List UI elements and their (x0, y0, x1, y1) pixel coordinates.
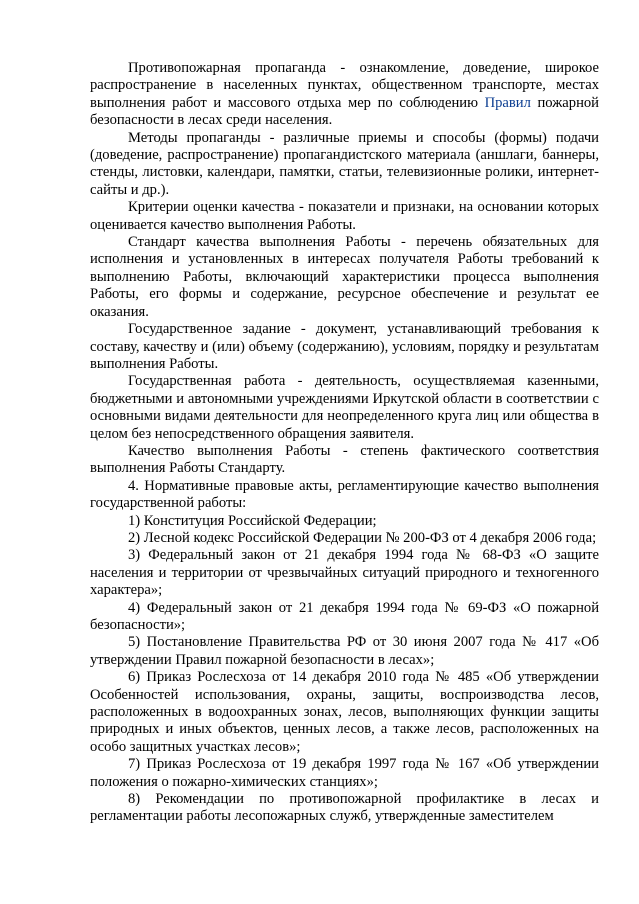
paragraph-state-work: Государственная работа - деятельность, осуществляемая казенными, бюджетными и автономными учреждениями Иркутской области в соответствии с основными видами деятельности для неопределенного круга лиц или общества в целом без непосредственного обращения заявителя. (90, 373, 599, 442)
paragraph-quality: Качество выполнения Работы - степень фактического соответствия выполнения Работы Стандарту. (90, 442, 599, 477)
paragraph-methods: Методы пропаганды - различные приемы и способы (формы) подачи (доведение, распространение) пропагандистского материала (аншлаги, баннеры, стенды, листовки, календари, памятки, статьи, телевизионные ролики, интернет-сайты и др.). (90, 129, 599, 198)
list-item-law-68: 3) Федеральный закон от 21 декабря 1994 года № 68-ФЗ «О защите населения и территории от чрезвычайных ситуаций природного и техногенного характера»; (90, 547, 599, 599)
list-item-recommendations: 8) Рекомендации по противопожарной профилактике в лесах и регламентации работы лесопожарных служб, утвержденные заместителем (90, 791, 599, 825)
list-item-constitution: 1) Конституция Российской Федерации; (128, 512, 377, 529)
list-item-order-485: 6) Приказ Рослесхоза от 14 декабря 2010 года № 485 «Об утверждении Особенностей использования, охраны, защиты, воспроизводства лесов, расположенных в водоохранных зонах, лесов, выполняющих функции защиты природных и иных объектов, ценных лесов, а также лесов, расположенных на особо защитных участках лесов»; (90, 669, 599, 755)
list-item-resolution-417: 5) Постановление Правительства РФ от 30 июня 2007 года № 417 «Об утверждении Правил пожарной безопасности в лесах»; (90, 634, 599, 668)
paragraph-criteria: Критерии оценки качества - показатели и признаки, на основании которых оценивается качество выполнения Работы. (90, 199, 599, 233)
paragraph-propaganda (90, 60, 599, 130)
list-item-forest-code: 2) Лесной кодекс Российской Федерации № 200-ФЗ от 4 декабря 2006 года; (128, 529, 597, 546)
list-item-law-69: 4) Федеральный закон от 21 декабря 1994 года № 69-ФЗ «О пожарной безопасности»; (90, 599, 599, 633)
paragraph-text: пожарной безопасности в лесах среди населения. (90, 94, 599, 129)
paragraph-state-task: Государственное задание - документ, устанавливающий требования к составу, качеству и (или) объему (содержанию), условиям, порядку и результатам выполнения Работы. (90, 321, 599, 372)
paragraph-text: Противопожарная пропаганда - ознакомление, доведение, широкое распространение в населенных пунктах, общественном транспорте, местах выполнения работ и массового отдыха мер по соблюдению (90, 60, 599, 111)
paragraph-legal-acts: 4. Нормативные правовые акты, регламентирующие качество выполнения государственной работы: (90, 477, 599, 512)
paragraph-standard: Стандарт качества выполнения Работы - перечень обязательных для исполнения и установленных в интересах получателя Работы требований к выполнению Работы, включающий характеристики процесса выполнения Работы, его формы и содержание, ресурсное обеспечение и результат ее оказания. (90, 234, 599, 320)
list-item-order-167: 7) Приказ Рослесхоза от 19 декабря 1997 года № 167 «Об утверждении положения о пожарно-химических станциях»; (90, 756, 599, 790)
rules-link[interactable]: Правил (484, 94, 531, 111)
